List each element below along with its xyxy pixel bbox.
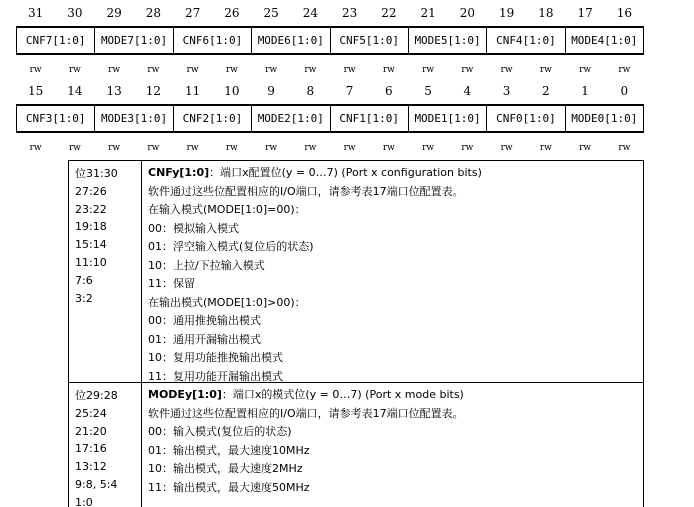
bit-number: 12: [145, 84, 162, 98]
bit-number: 14: [67, 84, 83, 98]
register-fields-low: [16, 104, 644, 133]
bit-range: 位31:30: [75, 167, 118, 180]
bit-number: 6: [385, 84, 393, 98]
bit-number: 15: [27, 84, 44, 98]
access-type: rw: [304, 65, 317, 75]
access-type: rw: [147, 143, 160, 153]
bit-number: 3: [502, 84, 511, 98]
access-type: rw: [500, 143, 513, 153]
field-name: CNFy[1:0]: [148, 166, 210, 179]
access-type: rw: [539, 65, 552, 75]
register-field: CNF3[1:0]: [25, 112, 86, 125]
access-type: rw: [147, 65, 160, 75]
bit-number: 28: [145, 6, 162, 20]
bit-number: 13: [106, 84, 122, 98]
bit-number: 17: [577, 6, 593, 20]
description-line: 00：通用推挽输出模式: [148, 314, 261, 327]
description-line: 10：复用功能推挽输出模式: [148, 351, 283, 364]
bit-range-cell: [69, 383, 142, 507]
description-line: 01：浮空输入模式(复位后的状态): [148, 240, 314, 253]
bit-number: 5: [424, 84, 432, 98]
bit-number: 16: [616, 6, 633, 20]
access-type: rw: [618, 143, 631, 153]
access-type: rw: [68, 143, 81, 153]
bit-number: 22: [381, 6, 397, 20]
bit-range: 9:8, 5:4: [75, 477, 118, 491]
bit-number: 24: [302, 6, 319, 20]
access-type: rw: [108, 143, 121, 153]
bit-number: 1: [581, 84, 589, 98]
cnf-description-row: [69, 161, 643, 383]
bit-range: 3:2: [75, 291, 93, 305]
access-type: rw: [29, 143, 42, 153]
bit-number: 11: [184, 84, 201, 98]
access-type: rw: [382, 143, 395, 153]
field-name: MODEy[1:0]: [148, 388, 222, 401]
bit-number: 25: [263, 6, 279, 20]
description-line: 软件通过这些位配置相应的I/O端口，请参考表17端口位配置表。: [148, 184, 464, 198]
bit-number: 31: [27, 6, 44, 20]
bit-number: 7: [345, 84, 354, 98]
access-type: rw: [461, 143, 474, 153]
field-heading: [148, 386, 637, 405]
bit-number: 30: [67, 6, 83, 20]
bit-range-cell: [69, 161, 142, 382]
description-line: 11：复用功能开漏输出模式: [148, 369, 283, 383]
register-field: MODE5[1:0]: [408, 28, 486, 53]
register-field: MODE4[1:0]: [565, 28, 643, 53]
register-field: CNF5[1:0]: [330, 28, 408, 53]
bit-range: 13:12: [75, 460, 107, 474]
bit-range: 19:18: [75, 220, 107, 234]
access-row-high: [16, 62, 644, 78]
access-type: rw: [68, 65, 81, 75]
bit-description-table: [68, 160, 644, 507]
register-field: CNF0[1:0]: [486, 106, 564, 131]
register-field: CNF4[1:0]: [486, 28, 564, 53]
bit-number: 18: [538, 6, 554, 20]
description-cell: [148, 386, 637, 497]
bit-number: 29: [106, 6, 122, 20]
register-field: CNF1[1:0]: [330, 106, 408, 131]
access-type: rw: [422, 143, 435, 153]
bit-range: 21:20: [75, 424, 107, 438]
description-line: 11：输出模式，最大速度50MHz: [148, 480, 310, 494]
bit-number: 23: [341, 6, 358, 20]
register-field: MODE6[1:0]: [251, 28, 329, 53]
bit-number: 10: [224, 84, 240, 98]
register-field: MODE7[1:0]: [94, 28, 172, 53]
access-type: rw: [343, 65, 356, 75]
bit-number: 9: [267, 84, 275, 98]
access-type: rw: [461, 65, 474, 75]
access-row-low: [16, 140, 644, 156]
bit-range: 位29:28: [75, 389, 118, 402]
description-line: 11：保留: [148, 277, 195, 290]
register-field: CNF2[1:0]: [173, 106, 251, 131]
bit-number: 0: [620, 84, 629, 98]
description-line: 10：上拉/下拉输入模式: [148, 258, 265, 272]
description-line: 01：通用开漏输出模式: [148, 332, 261, 346]
access-type: rw: [186, 143, 199, 153]
register-field: MODE3[1:0]: [94, 106, 172, 131]
bit-number: 27: [184, 6, 201, 20]
field-title: ：端口x配置位(y = 0…7) (Port x configuration bits): [209, 166, 482, 179]
register-field: MODE2[1:0]: [251, 106, 329, 131]
register-fields-high: [16, 26, 644, 55]
access-type: rw: [304, 143, 317, 153]
bit-numbers-low: [16, 82, 644, 100]
access-type: rw: [186, 65, 199, 75]
bit-range: 1:0: [75, 495, 93, 507]
description-line: 软件通过这些位配置相应的I/O端口，请参考表17端口位配置表。: [148, 406, 464, 420]
access-type: rw: [108, 65, 121, 75]
bit-number: 26: [224, 6, 240, 20]
register-field: MODE0[1:0]: [565, 106, 643, 131]
field-heading: [148, 164, 637, 183]
description-line: 在输入模式(MODE[1:0]=00)：: [148, 203, 306, 216]
access-type: rw: [265, 65, 278, 75]
description-line: 在输出模式(MODE[1:0]>00)：: [148, 295, 306, 309]
bit-range: 7:6: [75, 273, 93, 287]
access-type: rw: [500, 65, 513, 75]
bit-range: 27:26: [75, 184, 107, 198]
access-type: rw: [382, 65, 395, 75]
bit-number: 21: [420, 6, 436, 20]
access-type: rw: [422, 65, 435, 75]
description-line: 00：模拟输入模式: [148, 221, 239, 235]
bit-range: 23:22: [75, 202, 107, 216]
access-type: rw: [579, 65, 592, 75]
access-type: rw: [29, 65, 42, 75]
access-type: rw: [579, 143, 592, 153]
register-field: CNF7[1:0]: [25, 34, 86, 47]
bit-range: 17:16: [75, 442, 107, 456]
bit-numbers-high: [16, 4, 644, 22]
access-type: rw: [265, 143, 278, 153]
access-type: rw: [343, 143, 356, 153]
bit-number: 19: [498, 6, 515, 20]
bit-range: 15:14: [75, 238, 107, 252]
bit-number: 2: [542, 84, 550, 98]
bit-range: 25:24: [75, 406, 107, 420]
description-line: 00：输入模式(复位后的状态): [148, 425, 292, 438]
access-type: rw: [618, 65, 631, 75]
mode-description-row: [69, 383, 643, 507]
bit-number: 20: [459, 6, 476, 20]
description-line: 10：输出模式，最大速度2MHz: [148, 462, 303, 475]
access-type: rw: [225, 65, 238, 75]
bit-number: 4: [463, 84, 472, 98]
access-type: rw: [225, 143, 238, 153]
bit-range: 11:10: [75, 255, 107, 269]
bit-number: 8: [306, 84, 315, 98]
description-line: 01：输出模式，最大速度10MHz: [148, 443, 310, 457]
access-type: rw: [539, 143, 552, 153]
register-field: MODE1[1:0]: [408, 106, 486, 131]
description-cell: [148, 164, 637, 386]
field-title: ：端口x的模式位(y = 0…7) (Port x mode bits): [221, 388, 464, 401]
register-field: CNF6[1:0]: [173, 28, 251, 53]
